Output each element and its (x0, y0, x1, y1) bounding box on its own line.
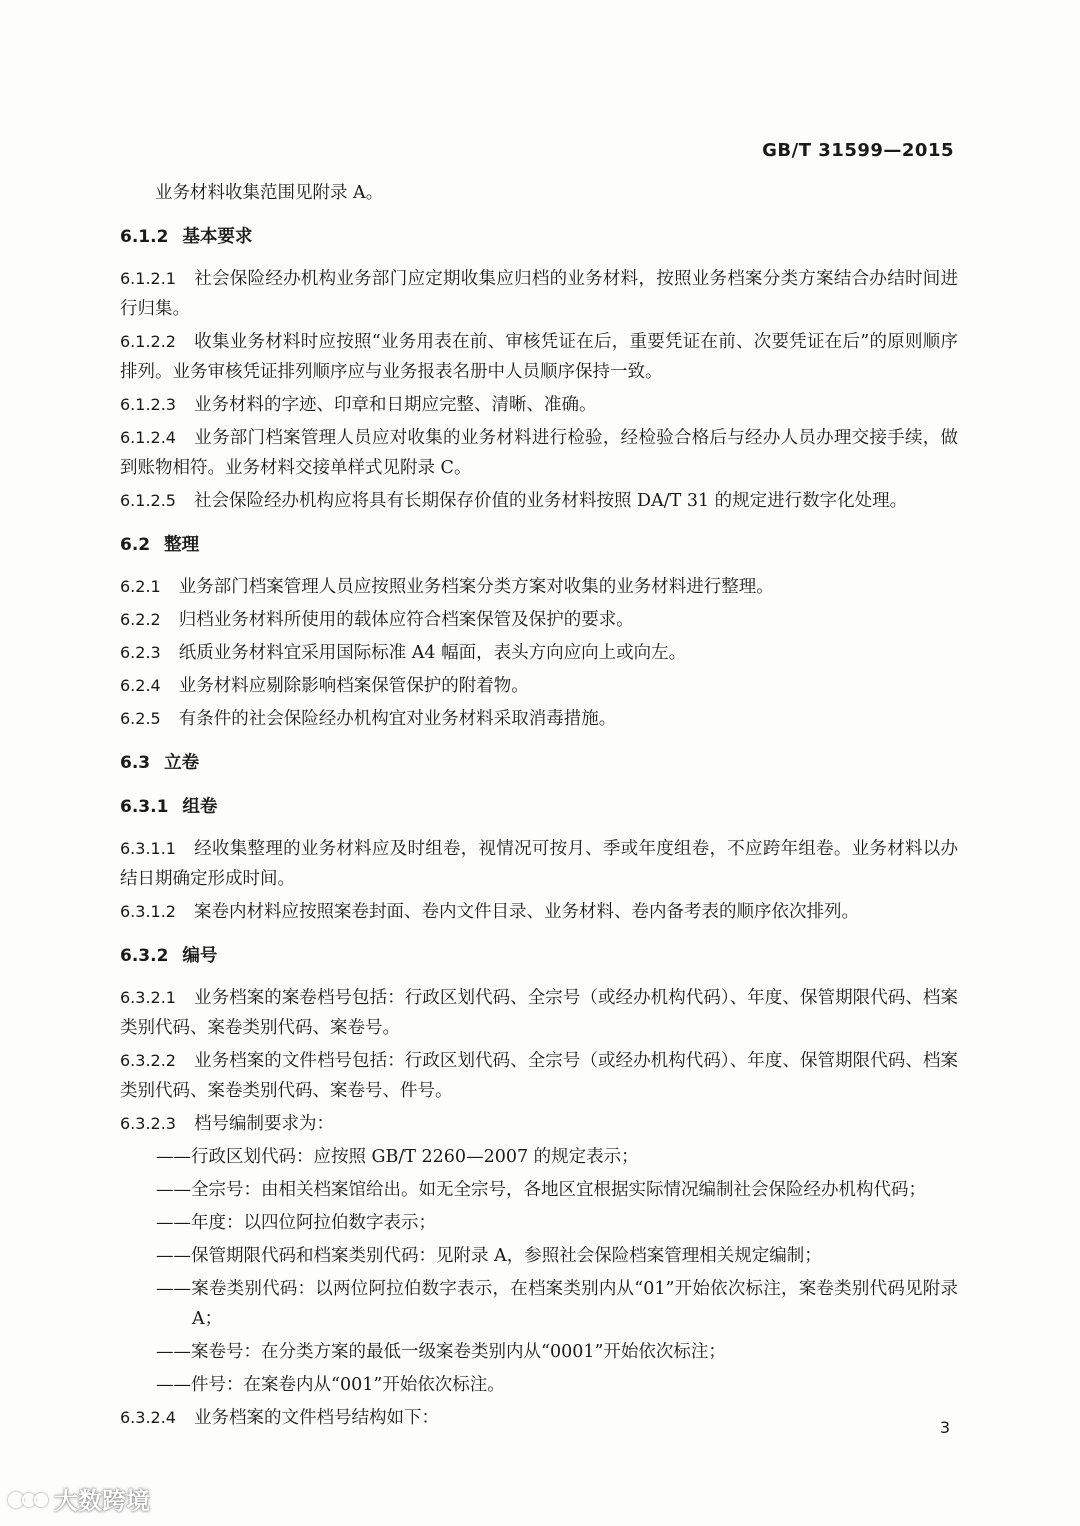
clause-number: 6.2.2 (120, 610, 161, 629)
clause-number: 6.1.2.2 (120, 332, 176, 351)
clause-6-3-1-1 (120, 834, 958, 894)
section-title: 整理 (164, 535, 200, 555)
clause-text: 业务档案的案卷档号包括：行政区划代码、全宗号（或经办机构代码）、年度、保管期限代码、档案类别代码、案卷类别代码、案卷号。 (120, 988, 958, 1038)
watermark-logo-icon (8, 1486, 48, 1512)
dash-item-text: 案卷类别代码：以两位阿拉伯数字表示，在档案类别内从“01”开始依次标注，案卷类别代码见附录 A； (191, 1279, 958, 1329)
clause-6-3-1-2 (120, 897, 958, 927)
standard-number: GB/T 31599—2015 (762, 140, 954, 161)
clause-text: 案卷内材料应按照案卷封面、卷内文件目录、业务材料、卷内备考表的顺序依次排列。 (193, 902, 859, 922)
clause-number: 6.2.3 (120, 643, 161, 662)
clause-text: 归档业务材料所使用的载体应符合档案保管及保护的要求。 (178, 610, 634, 630)
clause-number: 6.3.2.1 (120, 988, 176, 1007)
clause-6-2-4 (120, 671, 958, 701)
clause-number: 6.3.2.4 (120, 1408, 176, 1427)
document-body (120, 178, 958, 1436)
clause-6-2-5 (120, 704, 958, 734)
section-title: 基本要求 (182, 227, 253, 247)
clause-number: 6.2.1 (120, 577, 161, 596)
clause-number: 6.1.2.5 (120, 491, 176, 510)
dash-item (120, 1175, 958, 1205)
dash-mark: —— (156, 1147, 191, 1167)
clause-number: 6.1.2.4 (120, 428, 176, 447)
dash-mark: —— (156, 1213, 191, 1233)
clause-6-1-2-1 (120, 264, 958, 324)
clause-number: 6.2.5 (120, 709, 161, 728)
dash-item-text: 案卷号：在分类方案的最低一级案卷类别内从“0001”开始依次标注； (191, 1342, 726, 1362)
clause-number: 6.3.2.3 (120, 1114, 176, 1133)
section-heading-6-3 (120, 748, 958, 778)
dash-item-text: 件号：在案卷内从“001”开始依次标注。 (191, 1375, 505, 1395)
section-number: 6.3.2 (120, 946, 169, 966)
clause-6-2-3 (120, 638, 958, 668)
dash-item (120, 1370, 958, 1400)
clause-text: 有条件的社会保险经办机构宜对业务材料采取消毒措施。 (178, 709, 617, 729)
clause-number: 6.3.2.2 (120, 1051, 176, 1070)
dash-mark: —— (156, 1342, 191, 1362)
clause-6-1-2-5 (120, 486, 958, 516)
dash-item (120, 1337, 958, 1367)
clause-text: 业务档案的文件档号包括：行政区划代码、全宗号（或经办机构代码）、年度、保管期限代码、档案类别代码、案卷类别代码、案卷号、件号。 (120, 1051, 958, 1101)
dash-mark: —— (156, 1279, 191, 1299)
clause-6-1-2-4 (120, 423, 958, 483)
clause-6-2-1 (120, 572, 958, 602)
clause-6-3-2-3 (120, 1109, 958, 1139)
dash-mark: —— (156, 1375, 191, 1395)
clause-number: 6.3.1.1 (120, 839, 176, 858)
clause-text: 社会保险经办机构应将具有长期保存价值的业务材料按照 DA/T 31 的规定进行数字化处理。 (193, 491, 908, 511)
dash-item-text: 行政区划代码：应按照 GB/T 2260—2007 的规定表示； (191, 1147, 639, 1167)
section-number: 6.2 (120, 535, 151, 555)
clause-text: 社会保险经办机构业务部门应定期收集应归档的业务材料，按照业务档案分类方案结合办结时间进行归集。 (120, 269, 958, 319)
clause-text: 业务档案的文件档号结构如下： (193, 1408, 439, 1428)
clause-text: 业务材料应剔除影响档案保管保护的附着物。 (178, 676, 529, 696)
clause-number: 6.1.2.3 (120, 395, 176, 414)
clause-text: 业务部门档案管理人员应按照业务档案分类方案对收集的业务材料进行整理。 (178, 577, 774, 597)
dash-mark: —— (156, 1180, 191, 1200)
section-heading-6-1-2 (120, 222, 958, 252)
watermark (8, 1481, 150, 1516)
section-heading-6-3-2 (120, 941, 958, 971)
clause-text: 档号编制要求为： (193, 1114, 334, 1134)
dash-item (120, 1274, 958, 1334)
clause-text: 业务部门档案管理人员应对收集的业务材料进行检验，经检验合格后与经办人员办理交接手续，做到账物相符。业务材料交接单样式见附录 C。 (120, 428, 958, 478)
clause-6-2-2 (120, 605, 958, 635)
dash-item-text: 保管期限代码和档案类别代码：见附录 A，参照社会保险档案管理相关规定编制； (191, 1246, 822, 1266)
clause-6-3-2-2 (120, 1046, 958, 1106)
dash-item-text: 全宗号：由相关档案馆给出。如无全宗号，各地区宜根据实际情况编制社会保险经办机构代码； (191, 1180, 926, 1200)
clause-number: 6.2.4 (120, 676, 161, 695)
page-number: 3 (939, 1418, 950, 1437)
section-title: 立卷 (164, 753, 200, 773)
dash-item-text: 年度：以四位阿拉伯数字表示； (191, 1213, 436, 1233)
clause-6-1-2-2 (120, 327, 958, 387)
dash-mark: —— (156, 1246, 191, 1266)
clause-6-3-2-4 (120, 1403, 958, 1433)
clause-number: 6.3.1.2 (120, 902, 176, 921)
watermark-text: 大数跨境 (54, 1487, 150, 1515)
dash-item (120, 1208, 958, 1238)
clause-text: 收集业务材料时应按照“业务用表在前、审核凭证在后，重要凭证在前、次要凭证在后”的原则顺序排列。业务审核凭证排列顺序应与业务报表名册中人员顺序保持一致。 (120, 332, 958, 382)
section-title: 编号 (182, 946, 218, 966)
section-title: 组卷 (182, 797, 218, 817)
section-heading-6-3-1 (120, 792, 958, 822)
section-number: 6.1.2 (120, 227, 169, 247)
intro-paragraph: 业务材料收集范围见附录 A。 (155, 183, 384, 203)
section-heading-6-2 (120, 530, 958, 560)
section-number: 6.3.1 (120, 797, 169, 817)
clause-6-1-2-3 (120, 390, 958, 420)
clause-6-3-2-1 (120, 983, 958, 1043)
section-number: 6.3 (120, 753, 151, 773)
dash-item (120, 1142, 958, 1172)
dash-item (120, 1241, 958, 1271)
clause-text: 纸质业务材料宜采用国际标准 A4 幅面，表头方向应向上或向左。 (178, 643, 687, 663)
clause-text: 业务材料的字迹、印章和日期应完整、清晰、准确。 (193, 395, 597, 415)
clause-text: 经收集整理的业务材料应及时组卷，视情况可按月、季或年度组卷，不应跨年组卷。业务材料以办结日期确定形成时间。 (120, 839, 958, 889)
clause-number: 6.1.2.1 (120, 269, 176, 288)
